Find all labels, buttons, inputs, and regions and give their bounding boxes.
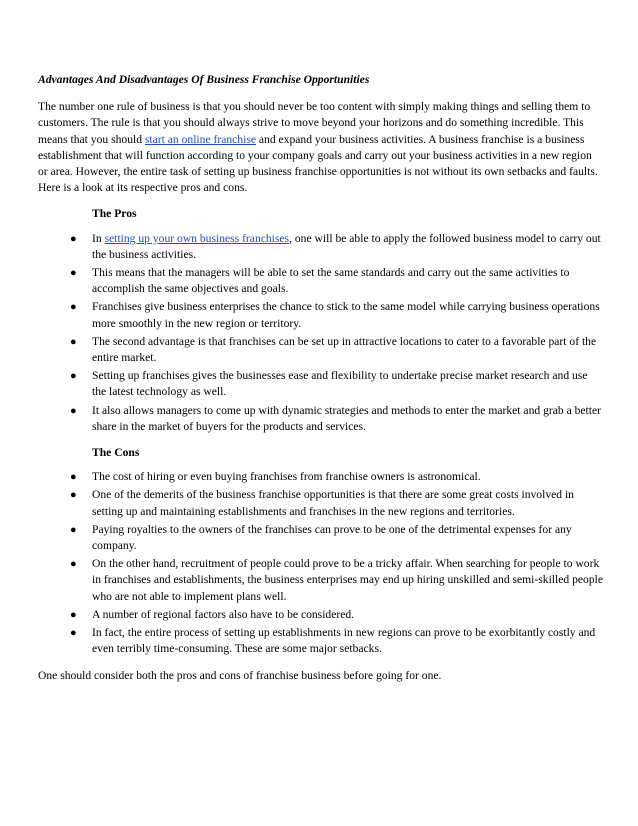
cons-list-item [38, 556, 604, 605]
pros-list-item [38, 334, 604, 366]
pros-heading: The Pros [92, 207, 137, 221]
start-online-franchise-link[interactable]: start an online franchise [144, 132, 256, 146]
setting-up-franchises-link[interactable]: setting up your own business franchises [104, 231, 290, 245]
document-page [38, 72, 604, 684]
pros-list-item [38, 299, 604, 331]
cons-list [38, 469, 604, 657]
intro-text-after-link: and expand your business activities. A business franchise is a business establishment that will function according to your company goals and carry out your business activities in a new region or area. However, the entire task of setting up business franchise opportunities is not without its own setbacks and faults. Here is a look at its respective pros and cons. [38, 132, 598, 195]
bullet-icon: ● [70, 267, 77, 280]
cons-list-item [38, 522, 604, 554]
bullet-icon: ● [70, 335, 77, 348]
bullet-icon: ● [70, 404, 77, 417]
bullet-icon: ● [70, 608, 77, 621]
bullet-icon: ● [70, 489, 77, 502]
pros-list-item [38, 368, 604, 400]
pros-list-item [38, 231, 604, 263]
cons-list-item [38, 469, 604, 485]
closing-paragraph: One should consider both the pros and cons of franchise business before going for one. [38, 668, 442, 682]
bullet-icon: ● [70, 558, 77, 571]
pros-item-text: Franchises give business enterprises the chance to stick to the same model while carrying business operations more smoothly in the new region or territory. [92, 300, 600, 330]
cons-item-text: One of the demerits of the business franchise opportunities is that there are some great costs involved in setting up and maintaining establishments and franchises in the new regions and territories. [92, 488, 574, 518]
bullet-icon: ● [70, 627, 77, 640]
bullet-icon: ● [70, 471, 77, 484]
pros-item-text: The second advantage is that franchises can be set up in attractive locations to cater to a favorable part of the entire market. [92, 334, 597, 365]
cons-heading: The Cons [92, 446, 140, 460]
pros-item-text: Setting up franchises gives the businesses ease and flexibility to undertake precise market research and use the latest technology as well. [92, 369, 588, 399]
pros-list [38, 231, 604, 435]
cons-item-text: A number of regional factors also have to be considered. [92, 607, 355, 621]
pros-item-1-text-before-link: In [92, 231, 105, 245]
cons-item-text: On the other hand, recruitment of people could prove to be a tricky affair. When searching for people to work in franchises and establishments, the business enterprises may end up hiring unskilled and semi-skilled people who are not able to implement plans well. [92, 557, 603, 603]
bullet-icon: ● [70, 301, 77, 314]
pros-item-1-text-after-link: , one will be able to apply the followed business model to carry out the business activities. [92, 231, 601, 261]
bullet-icon: ● [70, 523, 77, 536]
cons-item-text: Paying royalties to the owners of the franchises can prove to be one of the detrimental expenses for any company. [92, 522, 572, 553]
pros-list-item [38, 265, 604, 297]
bullet-icon: ● [70, 370, 77, 383]
cons-list-item [38, 487, 604, 519]
intro-text-before-link: The number one rule of business is that you should never be too content with simply making things and selling them to customers. The rule is that you should always strive to move beyond your horizons and do something incredible. This means that you should [38, 100, 591, 146]
bullet-icon: ● [70, 232, 77, 245]
pros-item-text: This means that the managers will be able to set the same standards and carry out the same activities to accomplish the same objectives and goals. [92, 266, 570, 296]
pros-list-item [38, 403, 604, 435]
cons-list-item [38, 607, 604, 623]
pros-item-text: It also allows managers to come up with dynamic strategies and methods to enter the market and grab a better share in the market of buyers for the products and services. [92, 403, 601, 433]
cons-item-text: In fact, the entire process of setting up establishments in new regions can prove to be exorbitantly costly and even terribly time-consuming. These are some major setbacks. [92, 626, 596, 656]
cons-list-item [38, 625, 604, 657]
cons-item-text: The cost of hiring or even buying franchises from franchise owners is astronomical. [92, 470, 481, 484]
intro-paragraph [38, 99, 604, 196]
document-title: Advantages And Disadvantages Of Business Franchise Opportunities [38, 73, 370, 86]
